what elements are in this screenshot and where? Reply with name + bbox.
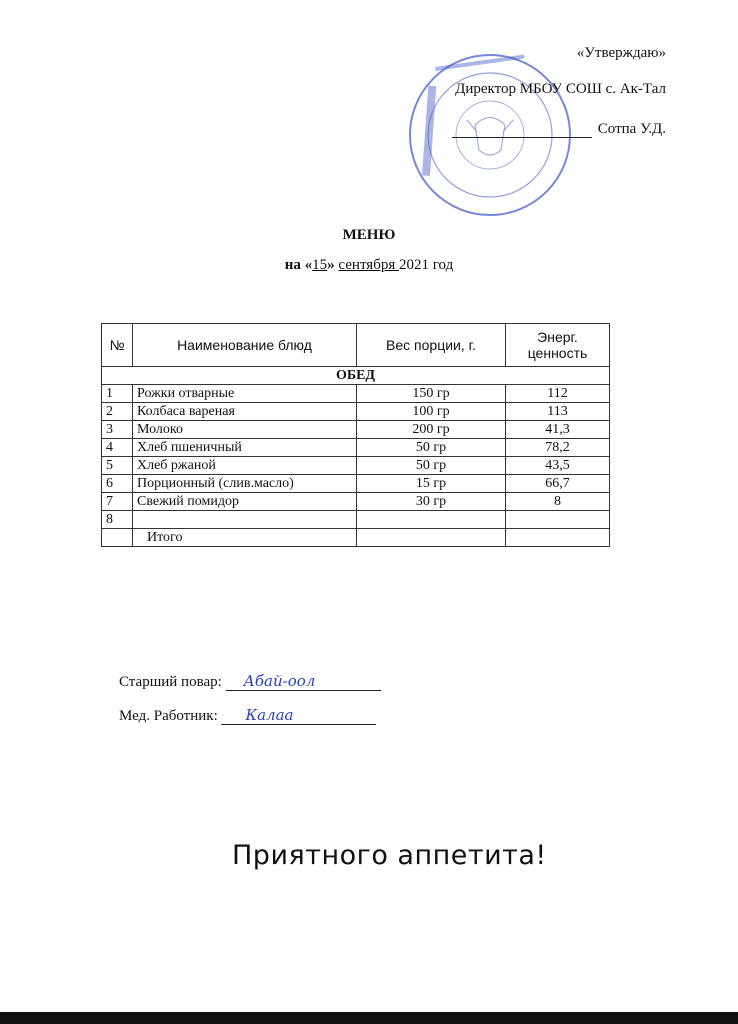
row-weight [357, 511, 506, 529]
total-energy [506, 529, 610, 547]
table-row [102, 385, 610, 403]
table-row [102, 475, 610, 493]
row-name: Колбаса вареная [133, 403, 357, 421]
approval-signature-line [452, 121, 666, 138]
table-header-row [102, 324, 610, 367]
header-weight: Вес порции, г. [357, 324, 506, 367]
cook-signature-line [226, 672, 381, 691]
cook-handwritten-signature: Абай-оол [243, 672, 316, 690]
row-num: 1 [102, 385, 133, 403]
table-row [102, 403, 610, 421]
scan-edge-bar [0, 1012, 738, 1024]
row-name: Свежий помидор [133, 493, 357, 511]
med-handwritten-signature: Калаа [245, 706, 294, 724]
row-name: Хлеб пшеничный [133, 439, 357, 457]
header-name: Наименование блюд [133, 324, 357, 367]
row-name: Порционный (слив.масло) [133, 475, 357, 493]
approval-heading: «Утверждаю» [576, 45, 666, 61]
row-num: 4 [102, 439, 133, 457]
approval-position: Директор МБОУ СОШ с. Ак-Тал [455, 81, 666, 97]
total-row [102, 529, 610, 547]
section-row [102, 367, 610, 385]
table-row [102, 511, 610, 529]
row-num: 8 [102, 511, 133, 529]
total-num [102, 529, 133, 547]
page-title: МЕНЮ [342, 227, 396, 243]
date-year: 2021 год [399, 257, 454, 273]
date-prefix: на « [284, 257, 313, 273]
row-weight: 150 гр [357, 385, 506, 403]
row-num: 5 [102, 457, 133, 475]
med-label: Мед. Работник: [119, 708, 218, 724]
table-row [102, 439, 610, 457]
menu-table [101, 323, 610, 547]
director-signature-line [452, 123, 592, 138]
row-energy: 112 [506, 385, 610, 403]
section-label: ОБЕД [102, 367, 610, 385]
cook-signature [119, 672, 381, 691]
row-num: 2 [102, 403, 133, 421]
row-weight: 15 гр [357, 475, 506, 493]
row-name: Молоко [133, 421, 357, 439]
row-name: Хлеб ржаной [133, 457, 357, 475]
row-energy: 66,7 [506, 475, 610, 493]
total-weight [357, 529, 506, 547]
header-energy: Энерг. ценность [506, 324, 610, 367]
row-num: 6 [102, 475, 133, 493]
row-energy [506, 511, 610, 529]
row-weight: 50 гр [357, 439, 506, 457]
row-weight: 30 гр [357, 493, 506, 511]
date-mid: » [327, 257, 339, 273]
row-energy: 8 [506, 493, 610, 511]
row-energy: 43,5 [506, 457, 610, 475]
date-month: сентября [338, 257, 399, 273]
row-energy: 78,2 [506, 439, 610, 457]
row-name: Рожки отварные [133, 385, 357, 403]
med-signature-line [221, 706, 376, 725]
approval-name: Сотпа У.Д. [597, 121, 666, 137]
footer-wish: Приятного аппетита! [232, 840, 547, 871]
row-weight: 200 гр [357, 421, 506, 439]
row-energy: 41,3 [506, 421, 610, 439]
table-row [102, 493, 610, 511]
header-num: № [102, 324, 133, 367]
med-signature [119, 706, 376, 725]
table-row [102, 421, 610, 439]
row-num: 7 [102, 493, 133, 511]
table-row [102, 457, 610, 475]
row-weight: 50 гр [357, 457, 506, 475]
row-weight: 100 гр [357, 403, 506, 421]
menu-date [0, 257, 738, 274]
row-name [133, 511, 357, 529]
total-label: Итого [133, 529, 357, 547]
date-day: 15 [312, 257, 328, 273]
cook-label: Старший повар: [119, 674, 222, 690]
row-energy: 113 [506, 403, 610, 421]
row-num: 3 [102, 421, 133, 439]
